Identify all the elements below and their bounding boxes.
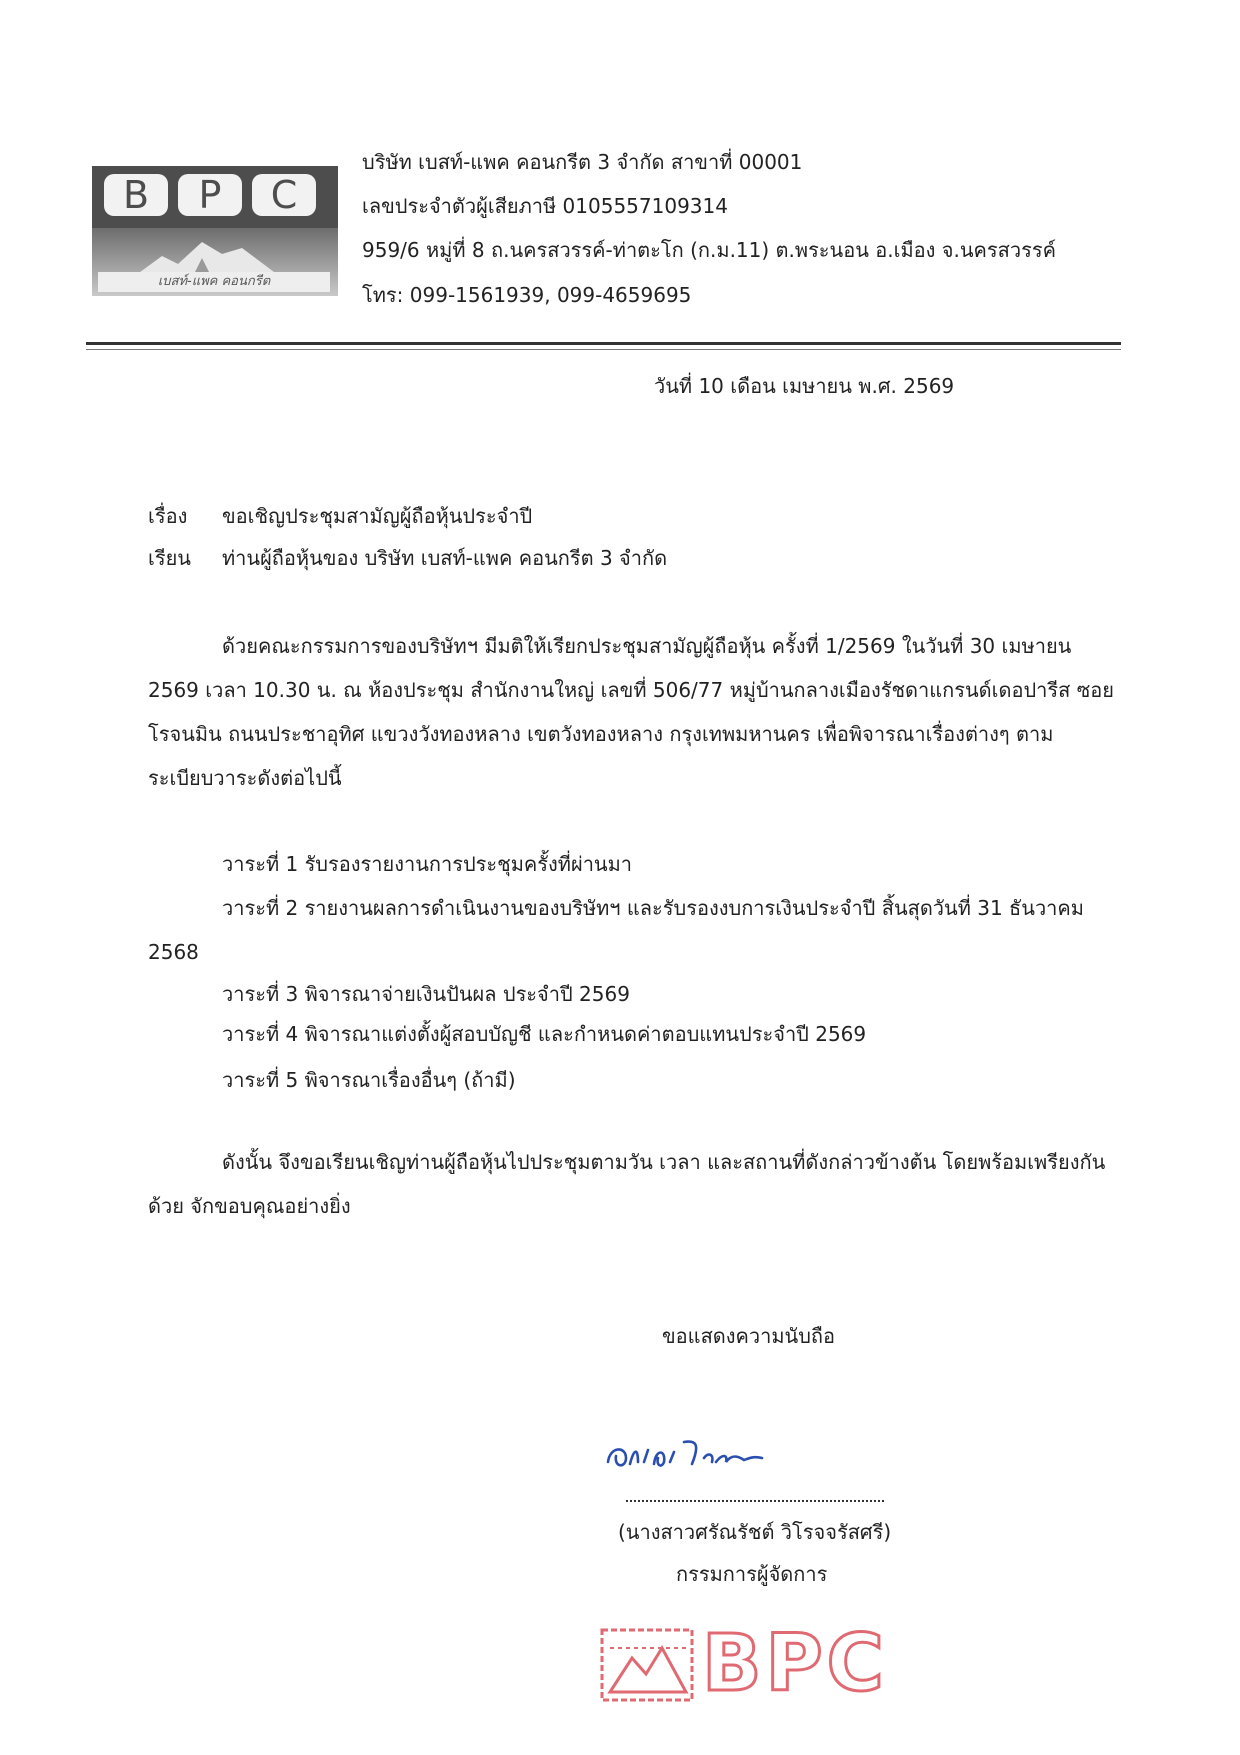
signature-dotted-line (626, 1500, 884, 1502)
logo-mountain-band (92, 228, 338, 296)
closing-line-1: ดังนั้น จึงขอเรียนเชิญท่านผู้ถือหุ้นไปประชุมตามวัน เวลา และสถานที่ดังกล่าวข้างต้น โดยพร้อมเพรียงกัน (222, 1150, 1106, 1174)
tax-id-line: เลขประจำตัวผู้เสียภาษี 0105557109314 (362, 194, 728, 218)
agenda-item-5: วาระที่ 5 พิจารณาเรื่องอื่นๆ (ถ้ามี) (222, 1068, 516, 1092)
handwritten-signature (604, 1428, 794, 1486)
agenda-item-4: วาระที่ 4 พิจารณาแต่งตั้งผู้สอบบัญชี และกำหนดค่าตอบแทนประจำปี 2569 (222, 1022, 867, 1046)
signer-title: กรรมการผู้จัดการ (676, 1562, 828, 1586)
recipient-label: เรียน (148, 546, 191, 570)
subject-text: ขอเชิญประชุมสามัญผู้ถือหุ้นประจำปี (222, 504, 533, 528)
regards-text: ขอแสดงความนับถือ (662, 1324, 836, 1348)
stamp-mountain-icon (600, 1628, 696, 1704)
closing-line-2: ด้วย จักขอบคุณอย่างยิ่ง (148, 1194, 351, 1218)
agenda-item-2: วาระที่ 2 รายงานผลการดำเนินงานของบริษัทฯ และรับรองงบการเงินประจำปี สิ้นสุดวันที่ 31 ธันวาคม (222, 896, 1084, 920)
body-line-1: ด้วยคณะกรรมการของบริษัทฯ มีมติให้เรียกประชุมสามัญผู้ถือหุ้น ครั้งที่ 1/2569 ในวันที่ 30 เมษายน (222, 634, 1072, 658)
logo-letter-band (92, 166, 338, 228)
company-name-line: บริษัท เบสท์-แพค คอนกรีต 3 จำกัด สาขาที่ 00001 (362, 150, 803, 174)
phone-line: โทร: 099-1561939, 099-4659695 (362, 283, 692, 307)
agenda-item-3: วาระที่ 3 พิจารณาจ่ายเงินปันผล ประจำปี 2569 (222, 982, 630, 1006)
letter-date: วันที่ 10 เดือน เมษายน พ.ศ. 2569 (654, 374, 955, 398)
signer-name: (นางสาวศรัณรัชต์ วิโรจจรัสศรี) (618, 1520, 892, 1544)
company-logo (92, 166, 338, 296)
subject-label: เรื่อง (148, 504, 188, 528)
agenda-item-2-continued: 2568 (148, 940, 199, 964)
logo-caption: เบสท์-แพค คอนกรีต (98, 272, 330, 292)
body-line-3: โรจนมิน ถนนประชาอุทิศ แขวงวังทองหลาง เขตวังทองหลาง กรุงเทพมหานคร เพื่อพิจารณาเรื่องต่างๆ ตาม (148, 722, 1054, 746)
address-line: 959/6 หมู่ที่ 8 ถ.นครสวรรค์-ท่าตะโก (ก.ม.11) ต.พระนอน อ.เมือง จ.นครสวรรค์ (362, 238, 1056, 262)
recipient-text: ท่านผู้ถือหุ้นของ บริษัท เบสท์-แพค คอนกรีต 3 จำกัด (222, 546, 668, 570)
header-divider (86, 342, 1121, 345)
signature-scribble (604, 1428, 794, 1478)
logo-letter-p: P (178, 174, 242, 216)
logo-letter-b: B (104, 174, 168, 216)
logo-letter-c: C (252, 174, 316, 216)
agenda-item-1: วาระที่ 1 รับรองรายงานการประชุมครั้งที่ผ่านมา (222, 852, 633, 876)
header-divider-thin (86, 349, 1121, 350)
company-stamp (598, 1619, 918, 1709)
stamp-text: BPC (702, 1619, 888, 1709)
body-line-4: ระเบียบวาระดังต่อไปนี้ (148, 766, 342, 790)
body-line-2: 2569 เวลา 10.30 น. ณ ห้องประชุม สำนักงานใหญ่ เลขที่ 506/77 หมู่บ้านกลางเมืองรัชดาแกรนด์เดอปารีส ซอย (148, 678, 1115, 702)
